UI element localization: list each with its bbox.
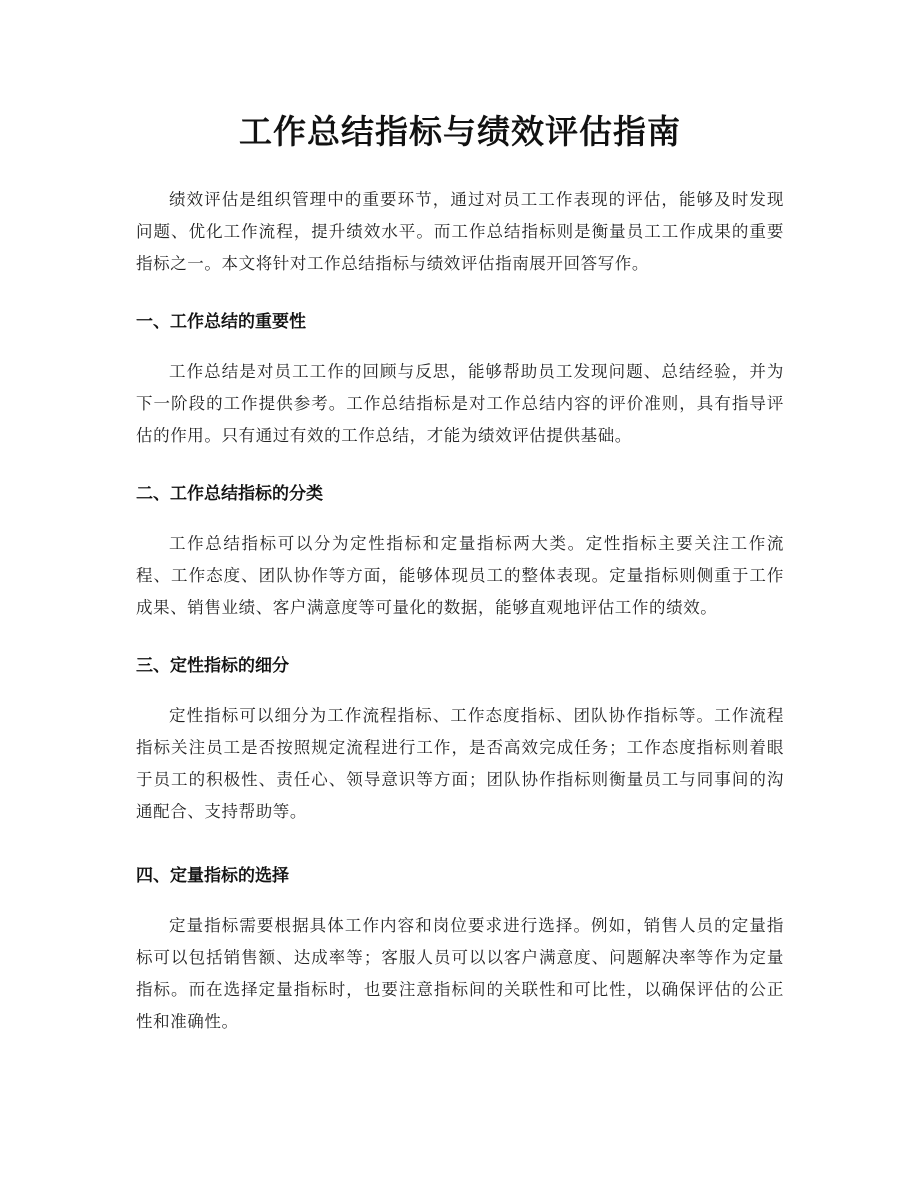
section-body-4: 定量指标需要根据具体工作内容和岗位要求进行选择。例如，销售人员的定量指标可以包括销售额、达成率等；客服人员可以以客户满意度、问题解决率等作为定量指标。而在选择定量指标时，也要注意指标间的关联性和可比性，以确保评估的公正性和准确性。 [136, 916, 784, 1031]
section-body-2: 工作总结指标可以分为定性指标和定量指标两大类。定性指标主要关注工作流程、工作态度、团队协作等方面，能够体现员工的整体表现。定量指标则侧重于工作成果、销售业绩、客户满意度等可量化的数据，能够直观地评估工作的绩效。 [136, 534, 784, 617]
section-body-3: 定性指标可以细分为工作流程指标、工作态度指标、团队协作指标等。工作流程指标关注员工是否按照规定流程进行工作，是否高效完成任务；工作态度指标则着眼于员工的积极性、责任心、领导意识等方面；团队协作指标则衡量员工与同事间的沟通配合、支持帮助等。 [136, 706, 784, 821]
document-title: 工作总结指标与绩效评估指南 [239, 112, 681, 151]
section-heading-4: 四、定量指标的选择 [136, 866, 289, 886]
intro-paragraph: 绩效评估是组织管理中的重要环节，通过对员工工作表现的评估，能够及时发现问题、优化工作流程，提升绩效水平。而工作总结指标则是衡量员工工作成果的重要指标之一。本文将针对工作总结指标与绩效评估指南展开回答写作。 [136, 190, 784, 273]
section-body-1: 工作总结是对员工工作的回顾与反思，能够帮助员工发现问题、总结经验，并为下一阶段的工作提供参考。工作总结指标是对工作总结内容的评价准则，具有指导评估的作用。只有通过有效的工作总结，才能为绩效评估提供基础。 [136, 362, 784, 445]
section-heading-2: 二、工作总结指标的分类 [136, 484, 323, 504]
section-heading-3: 三、定性指标的细分 [136, 656, 289, 676]
section-heading-1: 一、工作总结的重要性 [136, 312, 306, 332]
